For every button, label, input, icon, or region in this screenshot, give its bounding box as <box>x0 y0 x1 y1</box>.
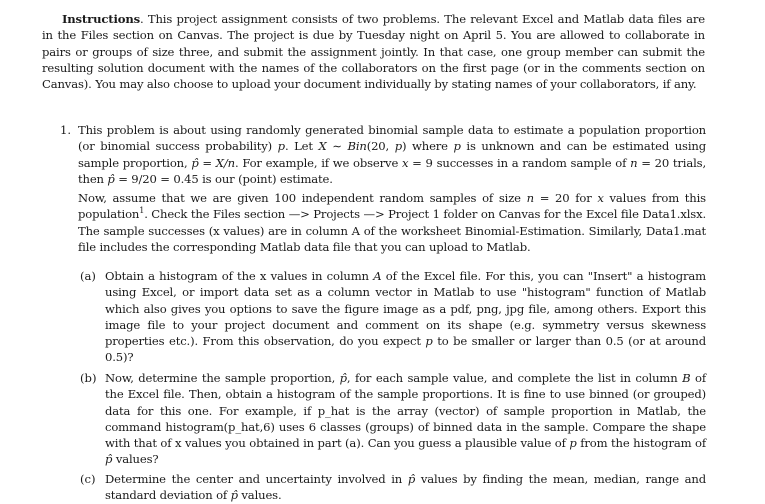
instructions-text: . This project assignment consists of two problems. The relevant Excel and Matlab data files are in the Files section on Canvas. The project is due by Tuesday night on April 5. You are allowed to collaborate in pairs or groups of size three, and submit the assignment jointly. In that case, one group member can submit the resulting solution document with the names of the collaborators on the first page (or in the comments section on Canvas). You may also choose to upload your document individually by stating names of your collaborators, if any. <box>42 12 705 92</box>
instructions-label: Instructions <box>62 12 140 26</box>
part-a-text: Obtain a histogram of the x values in column A of the Excel file. For this, you can "Insert" a histogram using Excel, or import data set as a column vector in Matlab to use "histogram" function of Matlab which also gives you options to save the figure image as a pdf, png, jpg file, among others. Export this image file to your project document and comment on its shape (e.g. symmetry versus skewness properties etc.). From this observation, do you expect p to be smaller or larger than 0.5 (or at around 0.5)? <box>105 269 706 365</box>
part-a-label: (a) <box>80 269 96 283</box>
problem-1-paragraph-1: This problem is about using randomly generated binomial sample data to estimate a population proportion (or binomial success probability) p. Let X ∼ Bin(20, p) where p is unknown and can be estimated using sample proportion, p̂ = X/n. For example, if we observe x = 9 successes in a random sample of n = 20 trials, then p̂ = 9/20 = 0.45 is our (point) estimate. <box>78 123 706 186</box>
part-c-text: Determine the center and uncertainty involved in p̂ values by finding the mean, median, range and standard deviation of p̂ values. <box>105 472 706 503</box>
part-c-label: (c) <box>80 472 96 486</box>
instructions-paragraph <box>42 11 705 92</box>
problem-1-number: 1. <box>60 123 72 137</box>
problem-1-paragraph-2: Now, assume that we are given 100 independent random samples of size n = 20 for x values from this population$^1$. Check the Files section —> Projects —> Project 1 folder on Canvas for the Excel file Data1.xlsx. The sample successes (x values) are in column A of the worksheet Binomial-Estimation. Similarly, Data1.mat file includes the corresponding Matlab data file that you can upload to Matlab. <box>78 191 706 254</box>
footnote-marker: 1 <box>139 206 145 216</box>
part-b-label: (b) <box>80 371 97 385</box>
part-b-text: Now, determine the sample proportion, p̂, for each sample value, and complete the list in column B of the Excel file. Then, obtain a histogram of the sample proportions. It is fine to use binned (or grouped) data for this one. For example, if p_hat is the array (vector) of sample proportion in Matlab, the command histogram(p_hat,6) uses 6 classes (groups) of binned data in the sample. Compare the shape with that of x values you obtained in part (a). Can you guess a plausible value of p from the histogram of p̂ values? <box>105 371 706 467</box>
